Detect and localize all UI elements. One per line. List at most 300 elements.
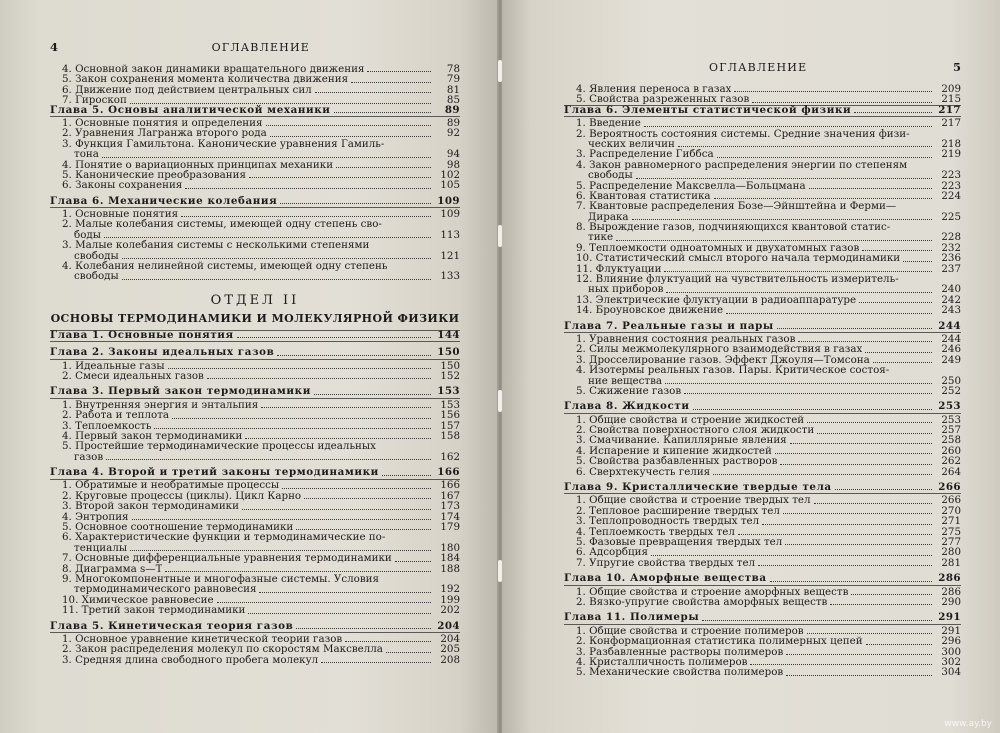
dot-leader [809, 188, 932, 189]
toc-page-number: 253 [938, 400, 961, 413]
toc-entry-text: 1. Общие свойства и строение твердых тел [576, 495, 811, 506]
toc-page-number: 236 [941, 252, 961, 265]
dot-leader [758, 565, 932, 566]
chapter-block [564, 319, 961, 397]
toc-item [564, 647, 961, 657]
toc-entry-text: 4. Кристалличность полимеров [576, 656, 748, 668]
toc-entry-text: термодинамического равновесия [74, 584, 257, 595]
toc-entry-text: 4. Основной закон динамики вращательного движения [62, 63, 365, 75]
toc-item [564, 657, 961, 667]
toc-page-number: 253 [941, 413, 961, 426]
dot-leader [752, 102, 932, 103]
toc-page-number: 208 [440, 653, 460, 666]
dot-leader [130, 103, 431, 104]
chapter-title [50, 346, 460, 359]
toc-page-number: 89 [446, 116, 460, 129]
toc-page-number: 102 [440, 168, 460, 181]
toc-item [564, 467, 961, 477]
dot-leader [684, 393, 932, 394]
dot-leader [132, 519, 431, 520]
toc-entry-text: 13. Электрические флуктуации в радиоаппаратуре [576, 294, 857, 306]
toc-page-number: 215 [941, 93, 961, 106]
toc-entry-text: 3. Разбавленные растворы полимеров [576, 646, 784, 657]
dot-leader [245, 438, 431, 439]
toc-page-number: 204 [440, 632, 460, 645]
toc-entry-text: 5. Простейшие термодинамические процессы идеальных [62, 440, 376, 453]
toc-entry-text: газов [74, 451, 104, 463]
toc-entry-text: 9. Теплоемкости одноатомных и двухатомных газов [576, 242, 860, 254]
dot-leader [814, 503, 932, 504]
toc-page-number: 199 [440, 593, 460, 606]
dot-leader [249, 177, 431, 178]
toc-page-number: 286 [941, 585, 961, 598]
chapter-title [50, 103, 460, 117]
dot-leader [770, 581, 932, 582]
toc-entry-text: 11. Флуктуации [576, 263, 662, 275]
toc-entry-text: 1. Основное уравнение кинетической теории газов [62, 633, 343, 645]
toc-page-number: 249 [941, 353, 961, 366]
toc-page-number: 290 [941, 595, 961, 608]
left-header-title: ОГЛАВЛЕНИЕ [211, 41, 310, 54]
toc-page-number: 209 [941, 82, 961, 95]
toc-page-number: 109 [437, 194, 460, 207]
chapter-block [564, 483, 961, 568]
toc-page-number: 244 [938, 319, 961, 332]
dot-leader [817, 433, 932, 434]
toc-page-number: 150 [437, 346, 460, 359]
toc-page-number: 150 [440, 359, 460, 372]
toc-item [50, 74, 460, 84]
toc-entry-text: 4. Испарение и кипение жидкостей [576, 445, 772, 457]
dot-leader [678, 146, 932, 147]
toc-page-number: 228 [941, 231, 961, 244]
toc-page-number: 174 [440, 510, 460, 523]
right-running-head [564, 62, 961, 76]
toc-page-number: 173 [440, 500, 460, 513]
chapter-title [564, 481, 961, 494]
toc-entry-text: 4. Изотермы реальных газов. Пары. Критическое состоя- [576, 364, 890, 377]
toc-entry-text: 2. Смеси идеальных газов [62, 370, 204, 382]
chapter-block [50, 103, 460, 192]
toc-item [564, 232, 961, 242]
toc-item [564, 334, 961, 344]
dot-leader [280, 203, 431, 204]
dot-leader [865, 352, 932, 353]
dot-leader [242, 509, 431, 510]
toc-page-number: 281 [941, 556, 961, 569]
toc-entry-text: 2. Вероятность состояния системы. Средние значения физи- [576, 127, 910, 140]
dot-leader [382, 475, 431, 476]
toc-entry-text: 2. Малые колебания системы, имеющей одну степень сво- [62, 218, 382, 231]
dot-leader [321, 662, 431, 663]
dot-leader [851, 594, 932, 595]
dot-leader [790, 443, 932, 444]
dot-leader [785, 544, 932, 545]
toc-entry-text: 6. Сверхтекучесть гелия [576, 466, 711, 478]
toc-entry-text: 2. Закон распределения молекул по скоростям Максвелла [62, 644, 383, 655]
dot-leader [702, 620, 932, 621]
toc-entry-text: свободы [74, 271, 119, 282]
toc-entry-text: ных приборов [588, 284, 664, 295]
toc-item [564, 547, 961, 557]
toc-page-number: 291 [938, 611, 961, 624]
dot-leader [282, 488, 431, 489]
toc-entry-text: 2. Конформационная статистика полимерных цепей [576, 636, 863, 647]
toc-page-number: 304 [941, 666, 961, 679]
dot-leader [717, 157, 932, 158]
toc-entry-text: тона [74, 149, 99, 160]
toc-item [50, 361, 460, 371]
dot-leader [632, 219, 932, 220]
toc-item [50, 410, 460, 420]
toc-entry-text: 1. Внутренняя энергия и энтальпия [62, 399, 259, 411]
toc-item [564, 139, 961, 149]
toc-entry-text: Глава 3. Первый закон термодинамики [50, 386, 311, 397]
toc-entry-text: 5. Распределение Максвелла—Больцмана [576, 180, 806, 191]
dot-leader [395, 561, 431, 562]
toc-item [564, 243, 961, 253]
left-top-items [50, 64, 460, 106]
toc-item [50, 271, 460, 281]
toc-entry-text: 4. Энтропия [62, 511, 129, 523]
toc-page-number: 258 [941, 434, 961, 447]
toc-item [50, 371, 460, 381]
section-heading [50, 292, 460, 330]
dot-leader [665, 383, 932, 384]
left-page [0, 0, 498, 733]
toc-page-number: 219 [941, 148, 961, 161]
dot-leader [130, 550, 431, 551]
toc-entry-text: Глава 6. Элементы статистической физики [564, 104, 852, 116]
toc-entry-text: тике [588, 232, 614, 243]
toc-page-number: 257 [941, 424, 961, 437]
toc-page-number: 242 [941, 293, 961, 306]
toc-item [564, 558, 961, 568]
toc-entry-text: 1. Уравнения состояния реальных газов [576, 333, 796, 345]
toc-entry-text: 2. Круговые процессы (циклы). Цикл Карно [62, 490, 302, 502]
toc-page-number: 85 [446, 94, 460, 107]
chapter-block [50, 387, 460, 462]
toc-item [50, 400, 460, 410]
toc-page-number: 109 [440, 208, 460, 221]
toc-page-number: 286 [938, 572, 961, 585]
toc-entry-text: Глава 4. Второй и третий законы термодинамики [50, 467, 379, 478]
toc-item [564, 344, 961, 354]
toc-entry-text: Глава 7. Реальные газы и пары [564, 320, 774, 331]
toc-item [564, 415, 961, 425]
dot-leader [651, 555, 932, 556]
toc-entry-text: 6. Характеристические функции и термодинамические по- [62, 531, 386, 544]
toc-entry-text: 7. Гироскоп [62, 95, 127, 106]
toc-page-number: 244 [941, 332, 961, 345]
toc-entry-text: 5. Основное соотношение термодинамики [62, 522, 294, 533]
toc-page-number: 98 [446, 158, 460, 171]
left-running-head [50, 42, 460, 56]
toc-entry-text: 4. Первый закон термодинамики [62, 430, 243, 442]
toc-item [564, 527, 961, 537]
toc-page-number: 204 [437, 619, 460, 632]
dot-leader [345, 641, 431, 642]
toc-entry-text: 1. Обратимые и необратимые процессы [62, 480, 280, 491]
toc-page-number: 152 [440, 369, 460, 382]
toc-page-number: 262 [941, 455, 961, 468]
toc-page-number: 300 [941, 645, 961, 658]
chapter-block [564, 402, 961, 477]
dot-leader [296, 628, 431, 629]
toc-item [564, 597, 961, 607]
chapter-title [564, 611, 961, 624]
dot-leader [168, 368, 431, 369]
toc-page-number: 296 [941, 635, 961, 648]
toc-page-number: 225 [941, 210, 961, 223]
toc-entry-text: 7. Квантовые распределения Бозе—Эйнштейна и Ферми— [576, 200, 897, 213]
dot-leader [122, 279, 431, 280]
toc-entry-text: Глава 5. Основы аналитической механики [50, 104, 331, 115]
toc-item [564, 667, 961, 677]
toc-page-number: 205 [440, 643, 460, 656]
toc-page-number: 217 [941, 117, 961, 130]
toc-entry-text: 4. Понятие о вариационных принципах механики [62, 159, 334, 170]
toc-entry-text: 3. Второй закон термодинамики [62, 501, 239, 512]
toc-page-number: 246 [941, 343, 961, 356]
toc-entry-text: ческих величин [588, 138, 675, 150]
dot-leader [315, 92, 431, 93]
toc-entry-text: Глава 1. Основные понятия [50, 329, 234, 341]
chapter-block [564, 613, 961, 677]
dot-leader [106, 459, 431, 460]
toc-item [50, 481, 460, 491]
toc-page-number: 166 [437, 466, 460, 479]
toc-entry-text: 12. Влияние флуктуаций на чувствительность измеритель- [576, 273, 899, 286]
toc-entry-text: Глава 9. Кристаллические твердые тела [564, 482, 832, 493]
toc-page-number: 270 [941, 504, 961, 517]
toc-entry-text: 5. Механические свойства полимеров [576, 667, 784, 678]
toc-entry-text: Глава 6. Механические колебания [50, 195, 278, 207]
toc-page-number: 79 [446, 73, 460, 86]
dot-leader [259, 592, 431, 593]
dot-leader [775, 453, 932, 454]
dot-leader [277, 355, 431, 356]
dot-leader [165, 571, 431, 572]
toc-item [564, 436, 961, 446]
dot-leader [122, 258, 431, 259]
dot-leader [693, 409, 932, 410]
toc-page-number: 218 [941, 137, 961, 150]
toc-entry-text: 14. Броуновское движение [576, 305, 724, 316]
toc-item [564, 284, 961, 294]
toc-entry-text: тенциалы [74, 542, 128, 554]
toc-page-number: 188 [440, 562, 460, 575]
right-chapters [564, 105, 961, 678]
toc-page-number: 105 [440, 179, 460, 192]
toc-item [564, 537, 961, 547]
toc-entry-text: 3. Распределение Гиббса [576, 149, 714, 160]
toc-item [50, 543, 460, 553]
toc-entry-text: Глава 2. Законы идеальных газов [50, 347, 275, 358]
toc-item [50, 452, 460, 462]
toc-page-number: 156 [440, 409, 460, 422]
dot-leader [762, 524, 932, 525]
toc-entry-text: 2. Свойства поверхностного слоя жидкости [576, 425, 815, 436]
toc-page-number: 277 [941, 536, 961, 548]
toc-item [564, 495, 961, 505]
dot-leader [807, 422, 932, 423]
toc-page-number: 157 [440, 419, 460, 432]
toc-page-number: 250 [941, 374, 961, 387]
dot-leader [261, 407, 431, 408]
toc-item [50, 655, 460, 665]
toc-page-number: 153 [440, 398, 460, 411]
toc-item [564, 118, 961, 128]
chapter-title [564, 103, 961, 117]
toc-entry-text: 1. Идеальные газы [62, 360, 165, 371]
chapter-block [50, 194, 460, 283]
toc-item [50, 160, 460, 170]
toc-page-number: 184 [440, 552, 460, 565]
toc-page-number: 81 [446, 83, 460, 96]
toc-entry-text: 1. Общие свойства и строение аморфных веществ [576, 586, 849, 597]
toc-page-number: 202 [440, 604, 460, 617]
left-page-number: 4 [50, 40, 59, 54]
dot-leader [351, 82, 431, 83]
right-top-items [564, 84, 961, 105]
toc-item [564, 181, 961, 191]
dot-leader [270, 136, 431, 137]
dot-leader [367, 71, 431, 72]
toc-page-number: 237 [941, 262, 961, 275]
toc-entry-text: ние вещества [588, 375, 663, 386]
toc-page-number: 192 [440, 583, 460, 596]
dot-leader [830, 604, 932, 605]
chapter-title [564, 319, 961, 333]
dot-leader [185, 188, 431, 189]
dot-leader [644, 126, 932, 127]
toc-item [50, 149, 460, 159]
dot-leader [786, 675, 932, 676]
toc-entry-text: 1. Общие свойства и строение полимеров [576, 625, 804, 637]
toc-page-number: 240 [941, 283, 961, 296]
toc-page-number: 153 [437, 385, 460, 398]
dot-leader [636, 178, 932, 179]
toc-page-number: 223 [941, 179, 961, 192]
dot-leader [835, 489, 932, 490]
left-chapters-part2 [50, 330, 460, 665]
dot-leader [862, 250, 932, 251]
dot-leader [207, 378, 431, 379]
dot-leader [798, 341, 932, 342]
toc-page-number: 121 [440, 249, 460, 262]
toc-entry-text: 5. Сжижение газов [576, 385, 682, 397]
toc-item [564, 386, 961, 396]
toc-entry-text: 5. Канонические преобразования [62, 169, 246, 181]
toc-entry-text: 3. Малые колебания системы с несколькими степенями [62, 239, 370, 252]
toc-entry-text: 6. Движение под действием центральных сил [62, 84, 312, 96]
toc-entry-text: 7. Упругие свойства твердых тел [576, 557, 756, 569]
toc-page-number: 264 [941, 465, 961, 478]
dot-leader [314, 394, 431, 395]
toc-entry-text: 10. Химическое равновесие [62, 594, 214, 606]
chapter-title [50, 328, 460, 342]
toc-item [564, 376, 961, 386]
dot-leader [873, 362, 932, 363]
dot-leader [726, 313, 932, 314]
toc-item [564, 84, 961, 94]
toc-entry-text: Глава 10. Аморфные вещества [564, 573, 767, 584]
toc-item [564, 253, 961, 263]
toc-page-number: 243 [941, 304, 961, 317]
toc-item [50, 501, 460, 511]
toc-entry-text: Глава 5. Кинетическая теория газов [50, 620, 294, 631]
toc-entry-text: 11. Третий закон термодинамики [62, 605, 246, 616]
toc-entry-text: 6. Законы сохранения [62, 180, 183, 191]
toc-page-number: 224 [941, 189, 961, 202]
toc-entry-text: 6. Адсорбция [576, 547, 648, 558]
toc-page-number: 162 [440, 450, 460, 463]
toc-item [50, 634, 460, 644]
toc-page-number: 280 [941, 546, 961, 559]
toc-entry-text: 9. Многокомпонентные и многофазные системы. Условия [62, 573, 380, 586]
toc-entry-text: 3. Функция Гамильтона. Канонические уравнения Гамиль- [62, 137, 385, 150]
toc-item [564, 295, 961, 305]
dot-leader [866, 644, 932, 645]
toc-item [564, 94, 961, 104]
dot-leader [102, 157, 431, 158]
watermark-text: www.ay.by [944, 719, 992, 729]
toc-item [564, 506, 961, 516]
toc-page-number: 217 [938, 103, 961, 116]
toc-entry-text: 8. Вырождение газов, подчиняющихся квантовой статис- [576, 221, 891, 234]
dot-leader [154, 428, 431, 429]
toc-item [564, 170, 961, 180]
toc-item [564, 456, 961, 466]
toc-entry-text: 1. Общие свойства и строение жидкостей [576, 414, 805, 426]
toc-page-number: 89 [444, 103, 460, 116]
toc-item [50, 64, 460, 74]
toc-page-number: 113 [440, 228, 460, 241]
toc-entry-text: 2. Уравнения Лагранжа второго рода [62, 128, 267, 139]
toc-entry-text: 2. Силы межмолекулярного взаимодействия в газах [576, 344, 863, 355]
chapter-block [50, 619, 460, 666]
chapter-title [50, 194, 460, 208]
toc-entry-text: 1. Основные понятия [62, 209, 179, 220]
toc-entry-text: 7. Основные дифференциальные уравнения термодинамики [62, 553, 392, 564]
dot-leader [172, 418, 431, 419]
right-header-title: ОГЛАВЛЕНИЕ [709, 61, 808, 74]
toc-item [564, 446, 961, 456]
dot-leader [854, 112, 932, 113]
dot-leader [903, 261, 932, 262]
dot-leader [666, 292, 932, 293]
chapter-block [564, 103, 961, 317]
dot-leader [181, 216, 431, 217]
toc-page-number: 275 [941, 525, 961, 538]
toc-page-number: 158 [440, 429, 460, 442]
toc-entry-text: 4. Явления переноса в газах [576, 83, 732, 95]
chapter-title [50, 385, 460, 398]
toc-entry-text: 2. Тепловое расширение твердых тел [576, 505, 780, 517]
toc-page-number: 232 [941, 241, 961, 254]
dot-leader [780, 464, 932, 465]
dot-leader [386, 652, 431, 653]
chapter-block [50, 328, 460, 342]
toc-page-number: 144 [437, 328, 460, 341]
toc-page-number: 133 [440, 270, 460, 283]
right-page-number: 5 [952, 60, 961, 74]
toc-entry-text: Глава 11. Полимеры [564, 612, 700, 623]
dot-leader [859, 302, 932, 303]
toc-item [50, 421, 460, 431]
dot-leader [714, 198, 932, 199]
